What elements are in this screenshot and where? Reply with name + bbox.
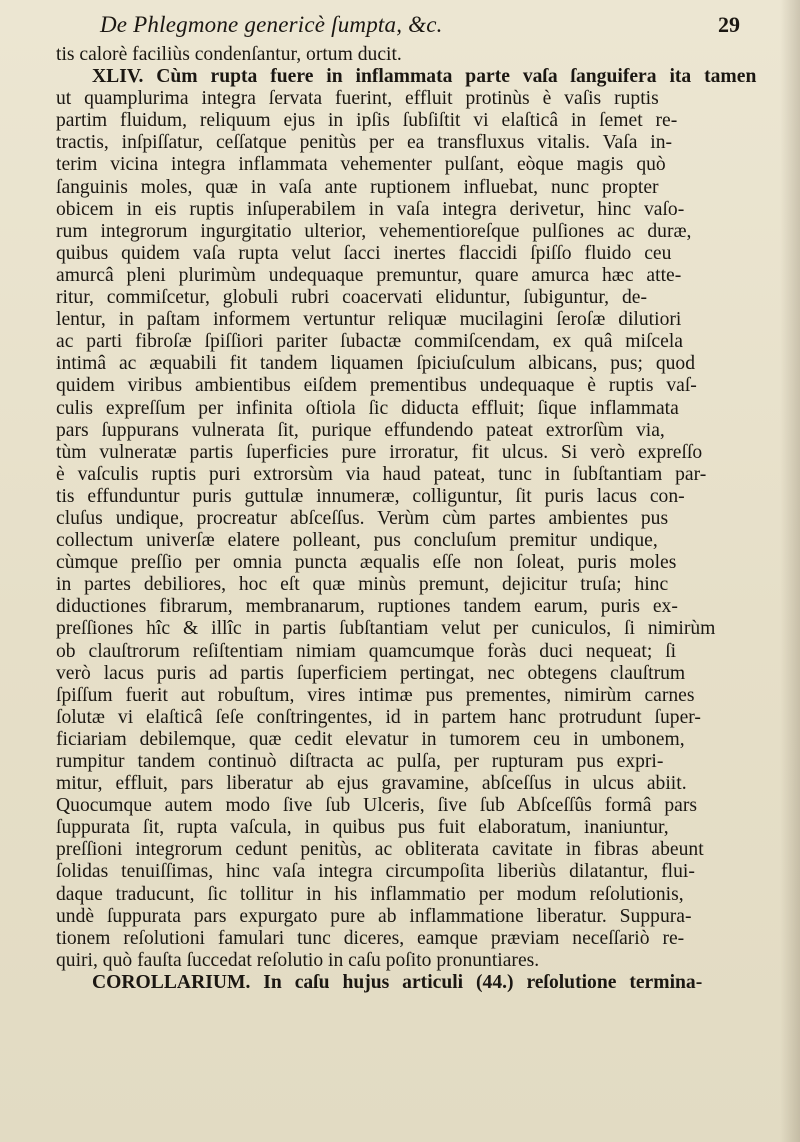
text-line: culis expreſſum per infinita oſtiola ſic diducta effluit; ſique inflammata	[56, 397, 679, 419]
text-line: ſanguinis moles, quæ in vaſa ante ruptionem influebat, nunc propter	[56, 176, 659, 198]
text-line: cùmque preſſio per omnia puncta æqualis eſſe non ſoleat, puris moles	[56, 552, 677, 574]
text-line: mitur, effluit, pars liberatur ab ejus gravamine, abſceſſus in ulcus abiit.	[56, 773, 687, 795]
text-line: rumpitur tandem continuò diſtracta ac pulſa, per rupturam pus expri-	[56, 751, 664, 772]
text-line: tionem reſolutioni famulari tunc diceres, eamque præviam neceſſariò re-	[56, 927, 685, 949]
page-number: 29	[718, 12, 740, 37]
text-line: obicem in eis ruptis inſuperabilem in vaſa integra derivetur, hinc vaſo-	[56, 198, 685, 220]
text-line: collectum univerſæ elatere polleant, pus concluſum premitur undique,	[56, 530, 658, 552]
text-line: daque traducunt, ſic tollitur in his inflammatio per modum reſolutionis,	[56, 883, 684, 905]
text-line: terim vicina integra inflammata vehementer pulſant, eòque magis quò	[56, 154, 666, 176]
text-line: ſolidas tenuiſſimas, hinc vaſa integra circumpoſita liberiùs dilatantur, flui-	[56, 861, 695, 883]
text-line: Quocumque autem modo ſive ſub Ulceris, ſive ſub Abſceſſûs formâ pars	[56, 795, 698, 817]
text-line: quibus quidem vaſa rupta velut ſacci inertes flaccidi ſpiſſo fluido ceu	[56, 242, 672, 264]
text-line: tractis, inſpiſſatur, ceſſatque penitùs per ea transfluxus vitalis. Vaſa in-	[56, 132, 673, 154]
text-line: ritur, commiſcetur, globuli rubri coacervati eliduntur, ſubiguntur, de-	[56, 287, 647, 309]
text-line: ſuppurata ſit, rupta vaſcula, in quibus pus fuit elaboratum, inaniuntur,	[56, 817, 669, 839]
text-line: ob clauſtrorum reſiſtentiam nimiam quamcumque foràs duci nequeat; ſi	[56, 640, 677, 662]
text-line: rum integrorum ingurgitatio ulterior, vehementioreſque pulſiones ac duræ,	[56, 220, 692, 242]
text-line: pars ſuppurans vulnerata ſit, purique effundendo pateat extrorſùm via,	[56, 419, 665, 441]
text-line: ut quamplurima integra ſervata fuerint, effluit protinùs è vaſis ruptis	[56, 88, 659, 110]
text-line: ac parti fibroſæ ſpiſſiori pariter ſubactæ commiſcendam, ex quâ miſcela	[56, 331, 683, 353]
page-header	[100, 8, 740, 42]
running-title: De Phlegmone genericè ſumpta, &c.	[100, 12, 443, 37]
text-line: quidem viribus ambientibus eiſdem prementibus undequaque è ruptis vaſ-	[56, 375, 697, 397]
text-line: è vaſculis ruptis puri extrorsùm via haud pateat, tunc in ſubſtantiam par-	[56, 463, 707, 485]
text-line: ficiariam debilemque, quæ cedit elevatur in tumorem ceu in umbonem,	[56, 728, 685, 750]
page-edge-shadow	[780, 0, 800, 1142]
text-line: cluſus undique, procreatur abſceſſus. Verùm cùm partes ambientes pus	[56, 507, 669, 529]
text-line: in partes debiliores, hoc eſt quæ minùs premunt, dejicitur truſa; hinc	[56, 574, 669, 596]
text-line: tis effunduntur puris guttulæ innumeræ, colliguntur, ſit puris lacus con-	[56, 485, 685, 507]
text-line: undè ſuppurata pars expurgato pure ab inflammatione liberatur. Suppura-	[56, 905, 692, 927]
text-line: ſolutæ vi elaſticâ ſeſe conſtringentes, id in partem hanc protrudunt ſuper-	[56, 706, 701, 728]
text-line: tùm vulneratæ partis ſuperficies pure irroratur, fit ulcus. Si verò expreſſo	[56, 441, 703, 463]
text-line: ſpiſſum fuerit aut robuſtum, vires intimæ pus prementes, nimirùm carnes	[56, 684, 695, 706]
text-line: intimâ ac æquabili fit tandem liquamen ſpiciuſculum albicans, pus; quod	[56, 353, 696, 375]
text-line: preſſioni integrorum cedunt penitùs, ac obliterata cavitate in fibras abeunt	[56, 839, 704, 861]
text-line: lentur, in paſtam informem vertuntur reliquæ mucilagini ſeroſæ dilutiori	[56, 309, 682, 331]
text-line: preſſiones hîc & illîc in partis ſubſtantiam velut per cuniculos, ſi nimirùm	[56, 618, 716, 640]
text-line: tis calorè faciliùs condenſantur, ortum ducit.	[56, 44, 402, 65]
text-line: amurcâ pleni plurimùm undequaque premuntur, quare amurca hæc atte-	[56, 264, 682, 286]
text-line: verò lacus puris ad partis ſuperficiem pertingat, nec obtegens clauſtrum	[56, 662, 686, 684]
text-line: diductiones fibrarum, membranarum, ruptiones tandem earum, puris ex-	[56, 596, 678, 618]
body-text	[56, 44, 772, 994]
text-line: partim fluidum, reliquum ejus in ipſis ſubſiſtit vi elaſticâ in ſemet re-	[56, 110, 678, 132]
text-line-section-xliv: XLIV. Cùm rupta fuere in inflammata parte vaſa ſanguifera ita tamen	[92, 66, 757, 88]
text-line: quiri, quò fauſta ſuccedat reſolutio in caſu poſito pronuntiares.	[56, 949, 540, 971]
text-line-corollarium: COROLLARIUM. In caſu hujus articuli (44.) reſolutione termina-	[92, 971, 703, 993]
